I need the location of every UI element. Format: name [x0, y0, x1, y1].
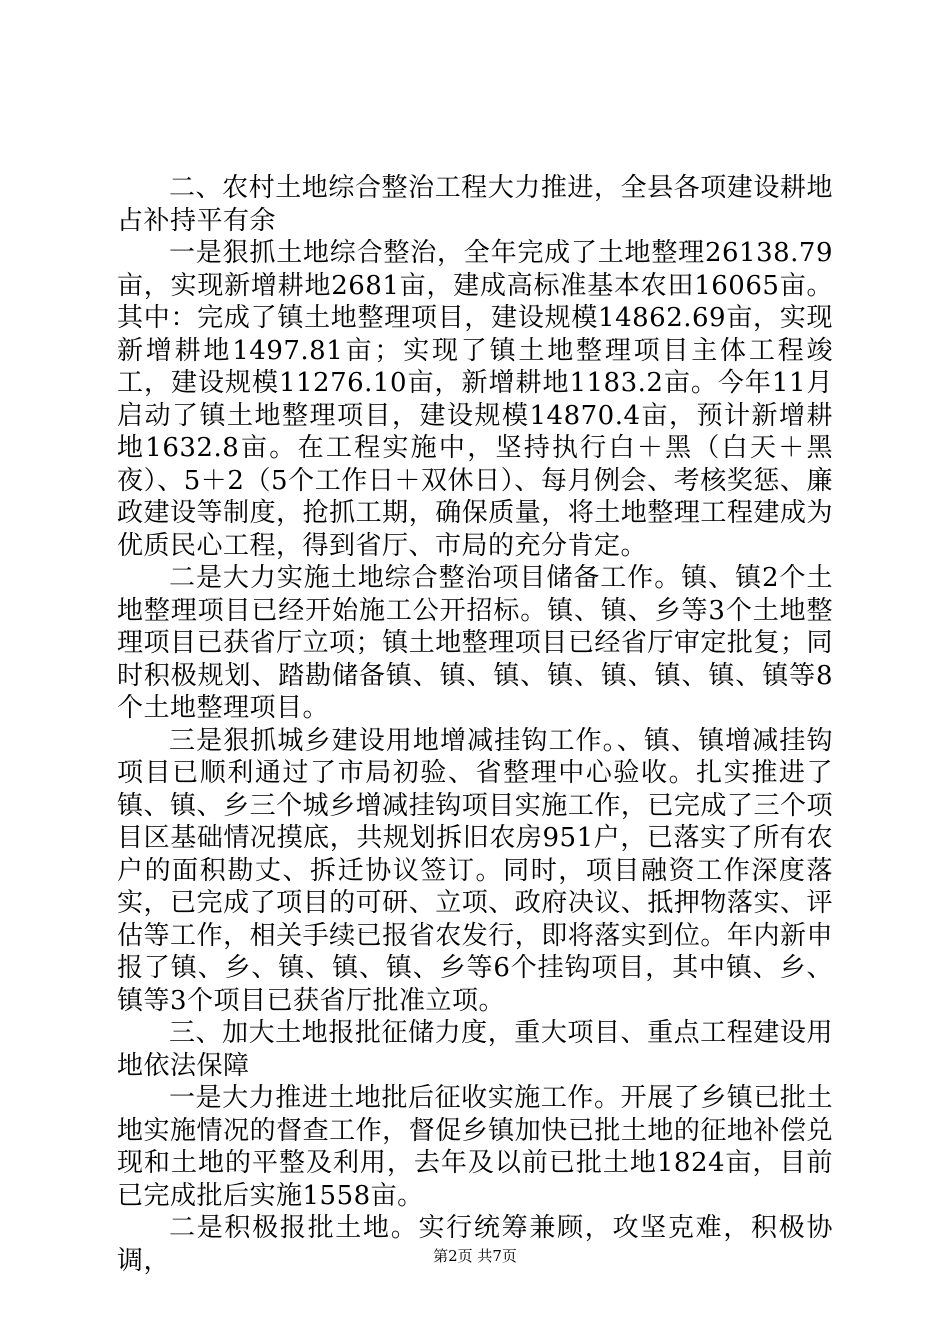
document-body	[117, 172, 833, 1277]
paragraph-project-reserve: 二是大力实施土地综合整治项目储备工作。镇、镇2个土地整理项目已经开始施工公开招标。镇、镇、乡等3个土地整理项目已获省厅立项；镇土地整理项目已经省厅审定批复；同时积极规划、踏勘储备镇、镇、镇、镇、镇、镇、镇、镇等8个土地整理项目。	[117, 563, 833, 723]
page-footer: 第2页 共7页	[433, 1247, 517, 1265]
section-heading-2: 二、农村土地综合整治工程大力推进，全县各项建设耕地占补持平有余	[117, 173, 833, 236]
section-heading-3: 三、加大土地报批征储力度，重大项目、重点工程建设用地依法保障	[117, 1018, 833, 1081]
paragraph-urban-rural-linkage: 三是狠抓城乡建设用地增减挂钩工作。、镇、镇增减挂钩项目已顺利通过了市局初验、省整理中心验收。扎实推进了镇、镇、乡三个城乡增减挂钩项目实施工作，已完成了三个项目区基础情况摸底，共规划拆旧农房951户，已落实了所有农户的面积勘丈、拆迁协议签订。同时，项目融资工作深度落实，已完成了项目的可研、立项、政府决议、抵押物落实、评估等工作，相关手续已报省农发行，即将落实到位。年内新申报了镇、乡、镇、镇、镇、乡等6个挂钩项目，其中镇、乡、镇等3个项目已获省厅批准立项。	[117, 725, 833, 1016]
paragraph-land-consolidation: 一是狠抓土地综合整治，全年完成了土地整理26138.79亩，实现新增耕地2681亩，建成高标准基本农田16065亩。其中：完成了镇土地整理项目，建设规模14862.69亩，实现新增耕地1497.81亩；实现了镇土地整理项目主体工程竣工，建设规模11276.10亩，新增耕地1183.2亩。今年11月启动了镇土地整理项目，建设规模14870.4亩，预计新增耕地1632.8亩。在工程实施中，坚持执行白＋黑（白天＋黑夜）、5＋2（5个工作日＋双休日）、每月例会、考核奖惩、廉政建设等制度，抢抓工期，确保质量，将土地整理工程建成为优质民心工程，得到省厅、市局的充分肯定。	[117, 238, 833, 561]
paragraph-land-acquisition: 一是大力推进土地批后征收实施工作。开展了乡镇已批土地实施情况的督查工作，督促乡镇加快已批土地的征地补偿兑现和土地的平整及利用，去年及以前已批土地1824亩，目前已完成批后实施1558亩。	[117, 1083, 833, 1211]
paragraph-land-approval: 二是积极报批土地。实行统筹兼顾，攻坚克难，积极协调，	[117, 1213, 833, 1276]
